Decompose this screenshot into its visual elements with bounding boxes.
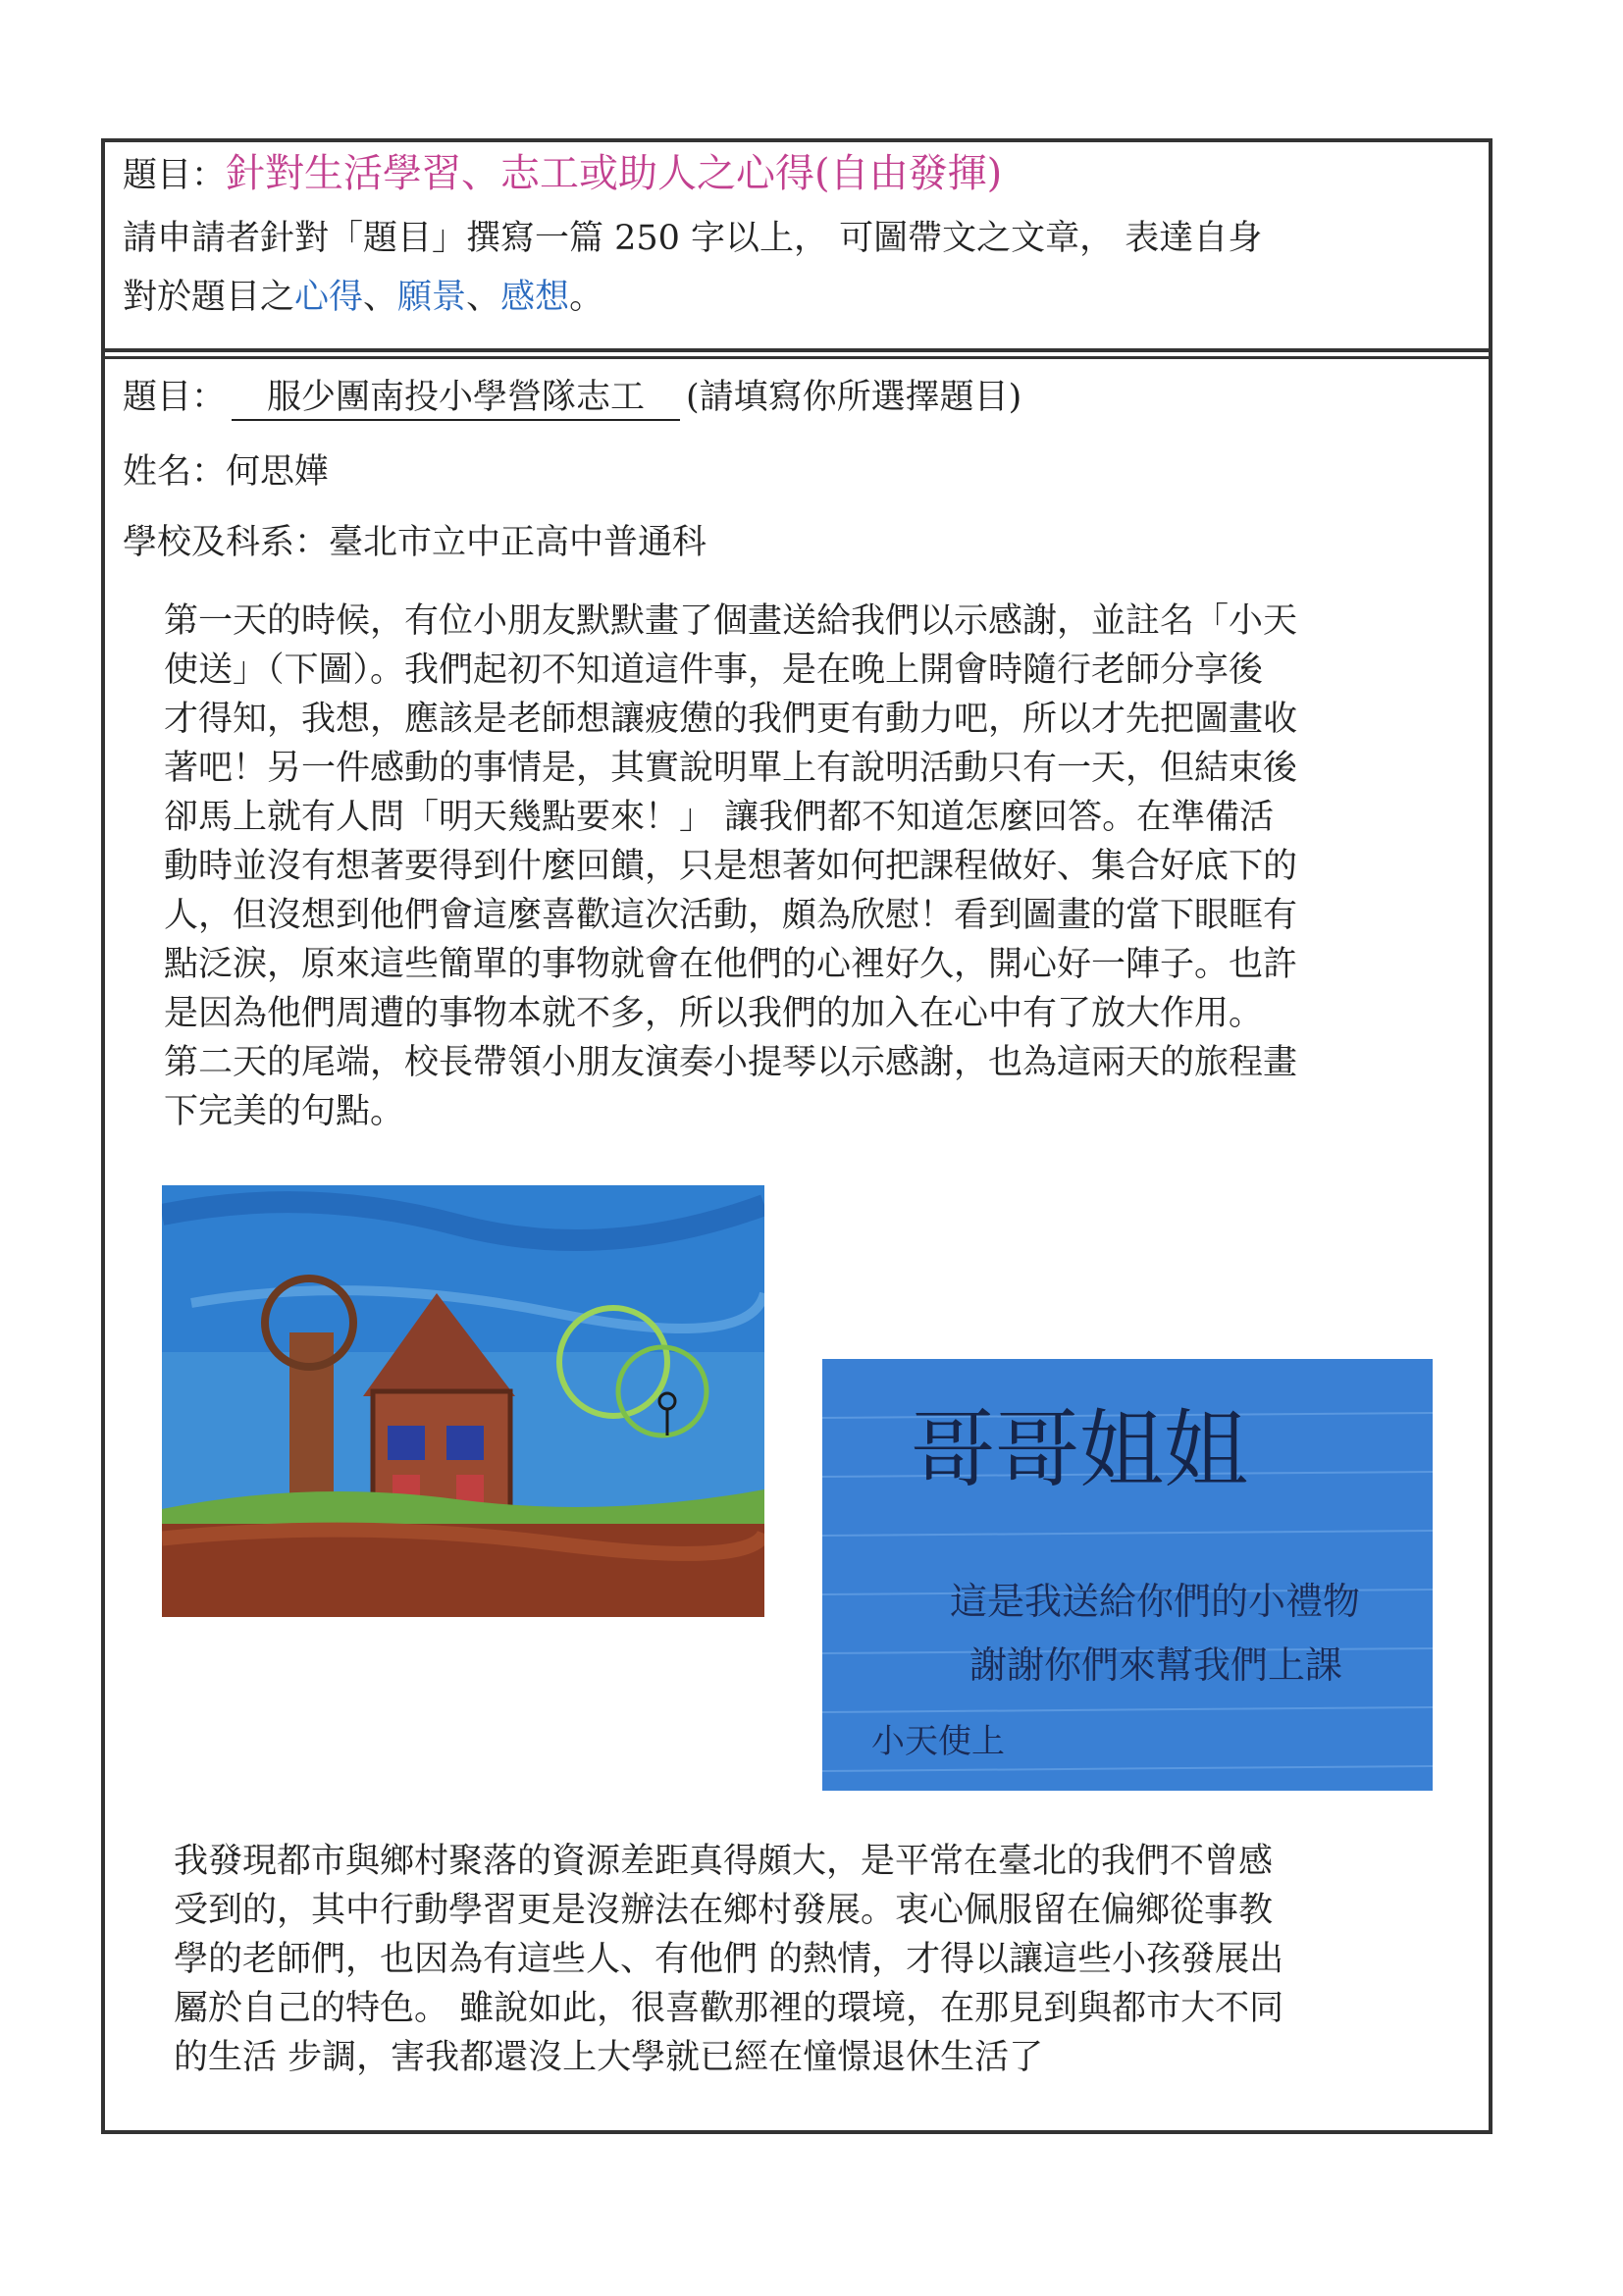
prompt-instruction-line1: 請申請者針對「題目」撰寫一篇 250 字以上， 可圖帶文之文章， 表達自身 <box>123 219 1263 258</box>
essay-line: 下完美的句點。 <box>164 1092 405 1131</box>
essay-line: 才得知，我想，應該是老師想讓疲憊的我們更有動力吧，所以才先把圖畫收 <box>164 700 1298 739</box>
crayon-house-drawing <box>162 1185 764 1617</box>
essay-line: 人，但沒想到他們會這麼喜歡這次活動，頗為欣慰！看到圖畫的當下眼眶有 <box>164 896 1298 935</box>
essay-line: 第二天的尾端，校長帶領小朋友演奏小提琴以示感謝，也為這兩天的旅程畫 <box>164 1043 1298 1082</box>
section-divider <box>105 356 1489 359</box>
essay-line: 的生活 步調，害我都還沒上大學就已經在憧憬退休生活了 <box>174 2038 1044 2077</box>
form-topic-label: 題目： <box>123 378 227 417</box>
essay-line: 學的老師們，也因為有這些人、有他們 的熱情，才得以讓這些小孩發展出 <box>174 1940 1284 1979</box>
essay-line: 是因為他們周遭的事物本就不多，所以我們的加入在心中有了放大作用。 <box>164 994 1264 1033</box>
essay-line: 第一天的時候，有位小朋友默默畫了個畫送給我們以示感謝，並註名「小天 <box>164 601 1298 641</box>
essay-line: 使送」（下圖）。我們起初不知道這件事，是在晚上開會時隨行老師分享後 <box>164 651 1264 690</box>
keyword-insight: 心得 <box>294 278 364 317</box>
instruction-line2-prefix: 對於題目之 <box>123 278 295 317</box>
child-drawing-photo <box>162 1185 764 1617</box>
prompt-topic-label: 題目： <box>123 156 227 195</box>
form-name-label: 姓名： <box>123 452 227 492</box>
essay-line: 動時並沒有想著要得到什麼回饋，只是想著如何把課程做好、集合好底下的 <box>164 847 1298 886</box>
keyword-sep-2: 、 <box>466 278 501 317</box>
keyword-vision: 願景 <box>397 278 467 317</box>
form-topic-row <box>123 378 1021 421</box>
note-heading: 哥哥姐姐 <box>911 1401 1248 1499</box>
prompt-topic-title: 針對生活學習、志工或助人之心得(自由發揮) <box>226 151 1003 196</box>
form-topic-hint: (請填寫你所選擇題目) <box>686 378 1022 417</box>
prompt-title-line <box>123 151 1003 196</box>
note-signature: 小天使上 <box>871 1722 1005 1761</box>
prompt-header <box>105 142 1489 352</box>
essay-line: 我發現都市與鄉村聚落的資源差距真得頗大，是平常在臺北的我們不曾感 <box>174 1842 1274 1881</box>
essay-line: 著吧！另一件感動的事情是，其實說明單上有說明活動只有一天，但結束後 <box>164 749 1298 788</box>
thank-you-note-photo <box>822 1359 1433 1791</box>
form-school-row <box>123 523 707 562</box>
essay-line: 點泛淚，原來這些簡單的事物就會在他們的心裡好久，開心好一陣子。也許 <box>164 945 1298 984</box>
form-name-row <box>123 452 329 492</box>
essay-line: 屬於自己的特色。 雖說如此，很喜歡那裡的環境，在那見到與都市大不同 <box>174 1989 1284 2028</box>
form-name-value: 何思嬅 <box>226 452 330 492</box>
essay-line: 卻馬上就有人問「明天幾點要來！」 讓我們都不知道怎麼回答。在準備活 <box>164 798 1275 837</box>
keyword-sep-1: 、 <box>363 278 398 317</box>
form-topic-value: 服少團南投小學營隊志工 <box>232 378 680 421</box>
essay-paragraph-1 <box>164 597 1449 1136</box>
note-line-2: 謝謝你們來幫我們上課 <box>969 1644 1343 1687</box>
instruction-end: 。 <box>569 278 604 317</box>
form-school-value: 臺北市立中正高中普通科 <box>329 523 707 562</box>
prompt-instruction-line2 <box>123 278 603 317</box>
note-line-1: 這是我送給你們的小禮物 <box>950 1580 1361 1623</box>
keyword-reflection: 感想 <box>500 278 570 317</box>
essay-line: 受到的，其中行動學習更是沒辦法在鄉村發展。衷心佩服留在偏鄉從事教 <box>174 1891 1274 1930</box>
form-frame <box>101 138 1492 2134</box>
essay-paragraph-2 <box>174 1837 1449 2082</box>
form-school-label: 學校及科系： <box>123 523 330 562</box>
